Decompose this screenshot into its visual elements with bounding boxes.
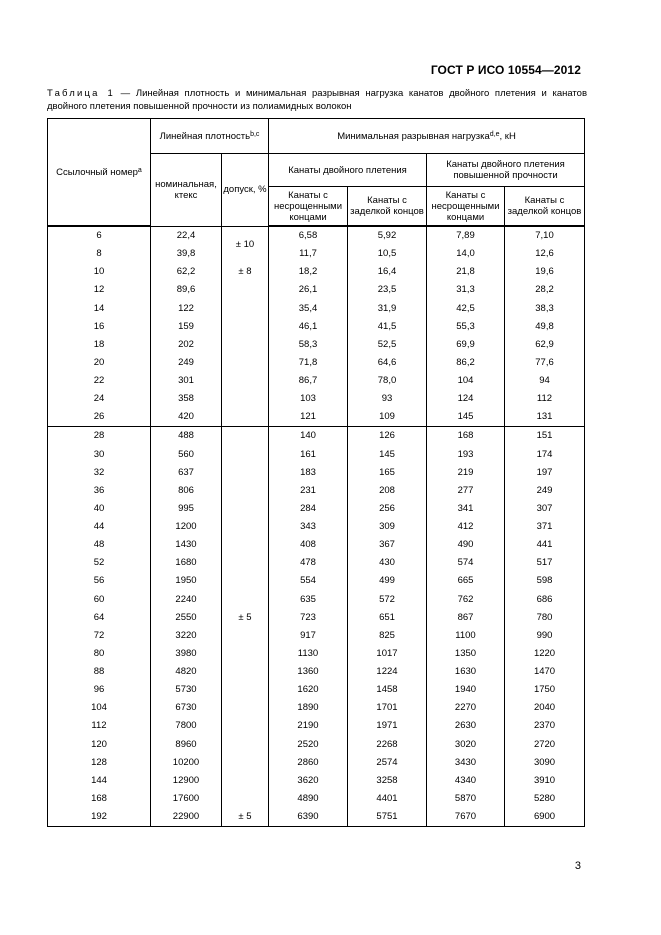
- table-row: [48, 446, 585, 464]
- load-hs-spliced-cell: 441: [505, 536, 585, 554]
- load-hs-unspliced-cell: 277: [427, 482, 505, 500]
- load-hs-unspliced-cell: 3020: [427, 736, 505, 754]
- ref-number-cell: 44: [48, 518, 151, 536]
- nominal-cell: 2240: [151, 591, 222, 609]
- nominal-cell: 10200: [151, 754, 222, 772]
- load-hs-spliced-cell: 371: [505, 518, 585, 536]
- ref-number-cell: 72: [48, 627, 151, 645]
- load-hs-unspliced-cell: 14,0: [427, 245, 505, 263]
- header-tolerance: допуск, %: [222, 154, 269, 227]
- load-unspliced-cell: 2520: [269, 736, 348, 754]
- header-min-breaking-load: Минимальная разрывная нагрузка$^{d,e}$, кН: [269, 119, 585, 154]
- ref-number-cell: 20: [48, 354, 151, 372]
- ref-number-cell: 64: [48, 609, 151, 627]
- header-double-braid-high-strength: Канаты двойного плетения повышенной прочности: [427, 154, 585, 187]
- nominal-cell: 301: [151, 372, 222, 390]
- load-hs-unspliced-cell: 412: [427, 518, 505, 536]
- load-unspliced-cell: 635: [269, 591, 348, 609]
- table-row: [48, 372, 585, 390]
- ref-number-cell: 112: [48, 717, 151, 735]
- load-unspliced-cell: 3620: [269, 772, 348, 790]
- load-hs-spliced-cell: 2370: [505, 717, 585, 735]
- load-hs-spliced-cell: 686: [505, 591, 585, 609]
- load-spliced-cell: 572: [348, 591, 427, 609]
- ref-number-cell: 56: [48, 572, 151, 590]
- load-hs-unspliced-cell: 7670: [427, 808, 505, 827]
- load-hs-unspliced-cell: 574: [427, 554, 505, 572]
- nominal-cell: 12900: [151, 772, 222, 790]
- load-spliced-cell: 5,92: [348, 226, 427, 245]
- table-row: [48, 518, 585, 536]
- header-unspliced-2: Канаты с несрощенными концами: [427, 187, 505, 227]
- load-hs-unspliced-cell: 5870: [427, 790, 505, 808]
- load-hs-spliced-cell: 1220: [505, 645, 585, 663]
- table-row: [48, 627, 585, 645]
- table-row: [48, 536, 585, 554]
- load-hs-unspliced-cell: 193: [427, 446, 505, 464]
- load-hs-spliced-cell: 598: [505, 572, 585, 590]
- load-unspliced-cell: 478: [269, 554, 348, 572]
- load-spliced-cell: 10,5: [348, 245, 427, 263]
- load-spliced-cell: 64,6: [348, 354, 427, 372]
- table-row: [48, 772, 585, 790]
- ref-number-cell: 144: [48, 772, 151, 790]
- load-unspliced-cell: 86,7: [269, 372, 348, 390]
- load-hs-unspliced-cell: 1940: [427, 681, 505, 699]
- load-spliced-cell: 41,5: [348, 318, 427, 336]
- load-spliced-cell: 256: [348, 500, 427, 518]
- ref-number-cell: 128: [48, 754, 151, 772]
- table-row: [48, 336, 585, 354]
- load-spliced-cell: 93: [348, 390, 427, 408]
- load-unspliced-cell: 2860: [269, 754, 348, 772]
- load-hs-spliced-cell: 307: [505, 500, 585, 518]
- load-hs-unspliced-cell: 2630: [427, 717, 505, 735]
- load-hs-spliced-cell: 112: [505, 390, 585, 408]
- header-nominal: номинальная, ктекс: [151, 154, 222, 227]
- header-ref-number: Ссылочный номер$^a$: [48, 119, 151, 227]
- nominal-cell: 122: [151, 300, 222, 318]
- load-unspliced-cell: 6390: [269, 808, 348, 827]
- load-hs-unspliced-cell: 69,9: [427, 336, 505, 354]
- ref-number-cell: 18: [48, 336, 151, 354]
- table-row: [48, 427, 585, 446]
- load-unspliced-cell: 1130: [269, 645, 348, 663]
- nominal-cell: 202: [151, 336, 222, 354]
- nominal-cell: 488: [151, 427, 222, 446]
- load-spliced-cell: 126: [348, 427, 427, 446]
- load-hs-unspliced-cell: 867: [427, 609, 505, 627]
- ref-number-cell: 36: [48, 482, 151, 500]
- load-spliced-cell: 109: [348, 408, 427, 427]
- nominal-cell: 17600: [151, 790, 222, 808]
- ref-number-cell: 96: [48, 681, 151, 699]
- table-row: [48, 609, 585, 627]
- load-spliced-cell: 5751: [348, 808, 427, 827]
- load-hs-spliced-cell: 12,6: [505, 245, 585, 263]
- load-spliced-cell: 1224: [348, 663, 427, 681]
- ref-number-cell: 40: [48, 500, 151, 518]
- load-unspliced-cell: 6,58: [269, 226, 348, 245]
- tolerance-cell: ± 10: [222, 226, 269, 263]
- nominal-cell: 39,8: [151, 245, 222, 263]
- load-unspliced-cell: 58,3: [269, 336, 348, 354]
- table-row: [48, 245, 585, 263]
- nominal-cell: 358: [151, 390, 222, 408]
- load-spliced-cell: 1017: [348, 645, 427, 663]
- load-hs-spliced-cell: 151: [505, 427, 585, 446]
- nominal-cell: 420: [151, 408, 222, 427]
- table-row: [48, 300, 585, 318]
- nominal-cell: 22,4: [151, 226, 222, 245]
- nominal-cell: 3220: [151, 627, 222, 645]
- load-hs-spliced-cell: 38,3: [505, 300, 585, 318]
- load-hs-spliced-cell: 77,6: [505, 354, 585, 372]
- nominal-cell: 3980: [151, 645, 222, 663]
- table-body: [48, 226, 585, 827]
- ref-number-cell: 28: [48, 427, 151, 446]
- tolerance-cell: ± 5: [222, 808, 269, 827]
- load-spliced-cell: 2268: [348, 736, 427, 754]
- ref-number-cell: 52: [48, 554, 151, 572]
- load-hs-unspliced-cell: 1630: [427, 663, 505, 681]
- load-unspliced-cell: 1890: [269, 699, 348, 717]
- table-row: [48, 663, 585, 681]
- load-unspliced-cell: 18,2: [269, 263, 348, 281]
- load-hs-unspliced-cell: 4340: [427, 772, 505, 790]
- load-hs-spliced-cell: 19,6: [505, 263, 585, 281]
- table-caption-label: Таблица 1: [47, 88, 115, 99]
- load-unspliced-cell: 1360: [269, 663, 348, 681]
- ref-number-cell: 104: [48, 699, 151, 717]
- nominal-cell: 22900: [151, 808, 222, 827]
- load-unspliced-cell: 35,4: [269, 300, 348, 318]
- load-unspliced-cell: 554: [269, 572, 348, 590]
- load-unspliced-cell: 121: [269, 408, 348, 427]
- table-row: [48, 754, 585, 772]
- table-row: [48, 645, 585, 663]
- nominal-cell: 6730: [151, 699, 222, 717]
- load-hs-spliced-cell: 1470: [505, 663, 585, 681]
- load-unspliced-cell: 917: [269, 627, 348, 645]
- load-unspliced-cell: 1620: [269, 681, 348, 699]
- load-spliced-cell: 23,5: [348, 281, 427, 299]
- load-hs-spliced-cell: 780: [505, 609, 585, 627]
- load-hs-spliced-cell: 49,8: [505, 318, 585, 336]
- ref-number-cell: 88: [48, 663, 151, 681]
- load-hs-spliced-cell: 1750: [505, 681, 585, 699]
- load-hs-unspliced-cell: 145: [427, 408, 505, 427]
- ref-number-cell: 22: [48, 372, 151, 390]
- load-unspliced-cell: 4890: [269, 790, 348, 808]
- table-row: [48, 790, 585, 808]
- document-code: ГОСТ Р ИСО 10554—2012: [430, 63, 581, 77]
- load-spliced-cell: 31,9: [348, 300, 427, 318]
- table-row: [48, 699, 585, 717]
- load-hs-spliced-cell: 5280: [505, 790, 585, 808]
- load-hs-unspliced-cell: 2270: [427, 699, 505, 717]
- nominal-cell: 637: [151, 464, 222, 482]
- load-spliced-cell: 430: [348, 554, 427, 572]
- load-hs-spliced-cell: 2720: [505, 736, 585, 754]
- ref-number-cell: 48: [48, 536, 151, 554]
- header-spliced-2: Канаты с заделкой концов: [505, 187, 585, 227]
- load-hs-spliced-cell: 517: [505, 554, 585, 572]
- ref-number-cell: 14: [48, 300, 151, 318]
- ref-number-cell: 6: [48, 226, 151, 245]
- load-hs-unspliced-cell: 21,8: [427, 263, 505, 281]
- load-hs-unspliced-cell: 86,2: [427, 354, 505, 372]
- load-hs-unspliced-cell: 3430: [427, 754, 505, 772]
- load-hs-spliced-cell: 131: [505, 408, 585, 427]
- ref-number-cell: 120: [48, 736, 151, 754]
- load-hs-spliced-cell: 7,10: [505, 226, 585, 245]
- load-spliced-cell: 367: [348, 536, 427, 554]
- nominal-cell: 89,6: [151, 281, 222, 299]
- load-spliced-cell: 651: [348, 609, 427, 627]
- load-hs-unspliced-cell: 1350: [427, 645, 505, 663]
- load-hs-unspliced-cell: 7,89: [427, 226, 505, 245]
- load-spliced-cell: 2574: [348, 754, 427, 772]
- load-hs-unspliced-cell: 55,3: [427, 318, 505, 336]
- ref-number-cell: 10: [48, 263, 151, 281]
- load-hs-spliced-cell: 990: [505, 627, 585, 645]
- table-row: [48, 354, 585, 372]
- table-row: [48, 318, 585, 336]
- load-hs-unspliced-cell: 665: [427, 572, 505, 590]
- table-row: [48, 554, 585, 572]
- load-hs-spliced-cell: 249: [505, 482, 585, 500]
- load-hs-spliced-cell: 62,9: [505, 336, 585, 354]
- tolerance-cell: ± 8: [222, 263, 269, 427]
- load-unspliced-cell: 11,7: [269, 245, 348, 263]
- load-spliced-cell: 825: [348, 627, 427, 645]
- ref-number-cell: 8: [48, 245, 151, 263]
- load-hs-spliced-cell: 2040: [505, 699, 585, 717]
- nominal-cell: 249: [151, 354, 222, 372]
- load-unspliced-cell: 723: [269, 609, 348, 627]
- load-unspliced-cell: 284: [269, 500, 348, 518]
- load-unspliced-cell: 161: [269, 446, 348, 464]
- ref-number-cell: 24: [48, 390, 151, 408]
- load-unspliced-cell: 26,1: [269, 281, 348, 299]
- table-row: [48, 226, 585, 245]
- load-spliced-cell: 145: [348, 446, 427, 464]
- ref-number-cell: 12: [48, 281, 151, 299]
- load-hs-unspliced-cell: 1100: [427, 627, 505, 645]
- nominal-cell: 5730: [151, 681, 222, 699]
- load-unspliced-cell: 183: [269, 464, 348, 482]
- table-row: [48, 681, 585, 699]
- table-row: [48, 263, 585, 281]
- table-row: [48, 408, 585, 427]
- nominal-cell: 8960: [151, 736, 222, 754]
- load-hs-spliced-cell: 94: [505, 372, 585, 390]
- load-spliced-cell: 3258: [348, 772, 427, 790]
- load-hs-spliced-cell: 28,2: [505, 281, 585, 299]
- load-unspliced-cell: 2190: [269, 717, 348, 735]
- load-spliced-cell: 208: [348, 482, 427, 500]
- load-unspliced-cell: 231: [269, 482, 348, 500]
- load-spliced-cell: 52,5: [348, 336, 427, 354]
- header-linear-density: Линейная плотность$^{b,c}$: [151, 119, 269, 154]
- load-hs-unspliced-cell: 42,5: [427, 300, 505, 318]
- ref-number-cell: 26: [48, 408, 151, 427]
- load-spliced-cell: 309: [348, 518, 427, 536]
- load-unspliced-cell: 103: [269, 390, 348, 408]
- load-hs-unspliced-cell: 490: [427, 536, 505, 554]
- load-hs-unspliced-cell: 341: [427, 500, 505, 518]
- ref-number-cell: 80: [48, 645, 151, 663]
- table-row: [48, 591, 585, 609]
- load-hs-unspliced-cell: 168: [427, 427, 505, 446]
- load-hs-unspliced-cell: 104: [427, 372, 505, 390]
- nominal-cell: 62,2: [151, 263, 222, 281]
- nominal-cell: 1200: [151, 518, 222, 536]
- table-row: [48, 736, 585, 754]
- table-row: [48, 500, 585, 518]
- load-spliced-cell: 4401: [348, 790, 427, 808]
- nominal-cell: 806: [151, 482, 222, 500]
- ref-number-cell: 192: [48, 808, 151, 827]
- ref-number-cell: 30: [48, 446, 151, 464]
- load-hs-unspliced-cell: 31,3: [427, 281, 505, 299]
- header-unspliced-1: Канаты с несрощенными концами: [269, 187, 348, 227]
- load-hs-spliced-cell: 6900: [505, 808, 585, 827]
- load-unspliced-cell: 343: [269, 518, 348, 536]
- nominal-cell: 1430: [151, 536, 222, 554]
- load-spliced-cell: 499: [348, 572, 427, 590]
- load-hs-spliced-cell: 197: [505, 464, 585, 482]
- load-unspliced-cell: 140: [269, 427, 348, 446]
- load-unspliced-cell: 46,1: [269, 318, 348, 336]
- ref-number-cell: 32: [48, 464, 151, 482]
- nominal-cell: 7800: [151, 717, 222, 735]
- load-hs-unspliced-cell: 762: [427, 591, 505, 609]
- load-spliced-cell: 1971: [348, 717, 427, 735]
- load-hs-unspliced-cell: 124: [427, 390, 505, 408]
- data-table: [47, 118, 585, 827]
- table-row: [48, 572, 585, 590]
- table-row: [48, 281, 585, 299]
- nominal-cell: 1950: [151, 572, 222, 590]
- table-row: [48, 482, 585, 500]
- load-spliced-cell: 1458: [348, 681, 427, 699]
- load-unspliced-cell: 71,8: [269, 354, 348, 372]
- page-number: 3: [574, 860, 581, 872]
- nominal-cell: 1680: [151, 554, 222, 572]
- nominal-cell: 560: [151, 446, 222, 464]
- nominal-cell: 4820: [151, 663, 222, 681]
- load-spliced-cell: 165: [348, 464, 427, 482]
- table-row: [48, 464, 585, 482]
- load-hs-spliced-cell: 3090: [505, 754, 585, 772]
- load-hs-spliced-cell: 3910: [505, 772, 585, 790]
- nominal-cell: 995: [151, 500, 222, 518]
- ref-number-cell: 60: [48, 591, 151, 609]
- load-spliced-cell: 16,4: [348, 263, 427, 281]
- nominal-cell: 2550: [151, 609, 222, 627]
- table-row: [48, 390, 585, 408]
- load-hs-unspliced-cell: 219: [427, 464, 505, 482]
- table-row: [48, 717, 585, 735]
- load-spliced-cell: 78,0: [348, 372, 427, 390]
- load-hs-spliced-cell: 174: [505, 446, 585, 464]
- header-spliced-1: Канаты с заделкой концов: [348, 187, 427, 227]
- load-unspliced-cell: 408: [269, 536, 348, 554]
- tolerance-cell: ± 5: [222, 427, 269, 808]
- load-spliced-cell: 1701: [348, 699, 427, 717]
- nominal-cell: 159: [151, 318, 222, 336]
- header-double-braid: Канаты двойного плетения: [269, 154, 427, 187]
- ref-number-cell: 16: [48, 318, 151, 336]
- table-caption-text: — Линейная плотность и минимальная разрывная нагрузка канатов двойного плетения и канатов двойного плетения повышенной прочности из полиамидных волокон: [47, 88, 587, 112]
- table-row: [48, 808, 585, 827]
- table-caption: [47, 88, 587, 113]
- ref-number-cell: 168: [48, 790, 151, 808]
